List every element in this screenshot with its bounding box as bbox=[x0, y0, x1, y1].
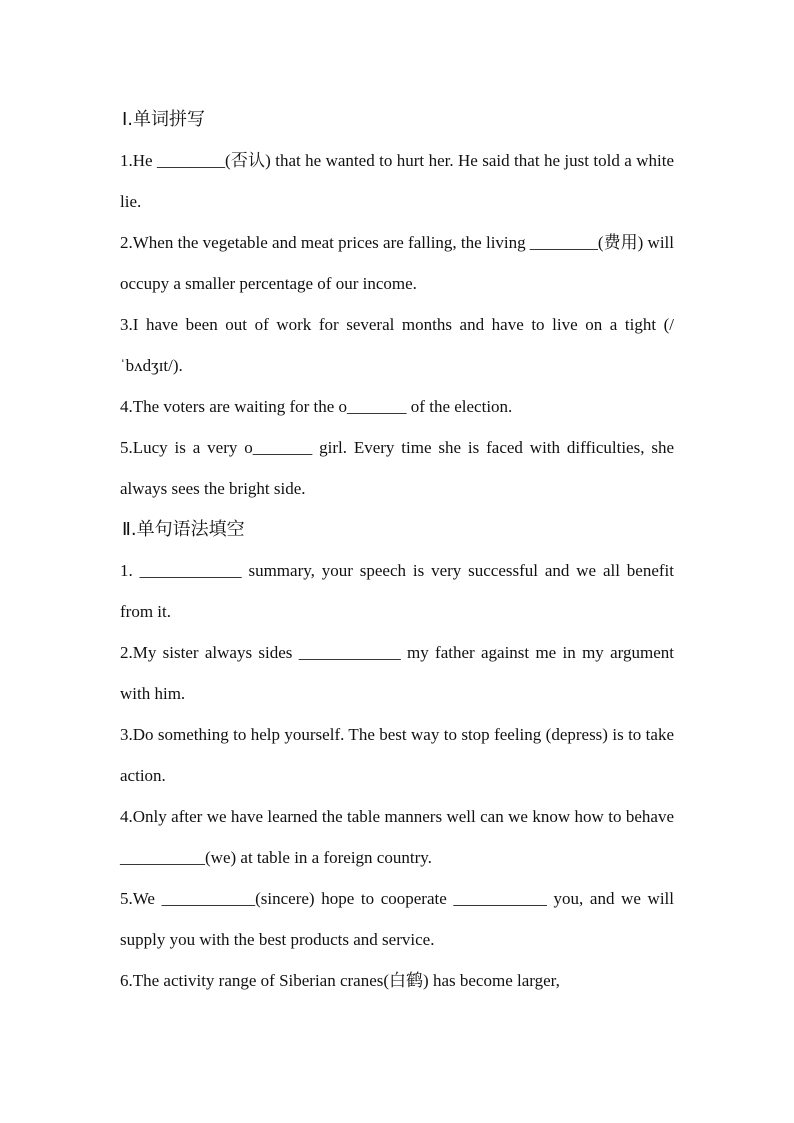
question-1-3: 3.I have been out of work for several months and have to live on a tight (/ˈbʌdʒɪt/). bbox=[120, 315, 674, 375]
section-heading-grammar: Ⅱ.单句语法填空 bbox=[122, 519, 245, 540]
question-2-3: 3.Do something to help yourself. The best way to stop feeling (depress) is to take action. bbox=[120, 725, 674, 785]
content-column bbox=[120, 99, 674, 1001]
question-2-4: 4.Only after we have learned the table manners well can we know how to behave __________(we) at table in a foreign country. bbox=[120, 807, 674, 867]
question-2-2: 2.My sister always sides ____________ my father against me in my argument with him. bbox=[120, 643, 674, 703]
question-2-5: 5.We ___________(sincere) hope to cooperate ___________ you, and we will supply you with the best products and service. bbox=[120, 889, 674, 949]
question-1-1: 1.He ________(否认) that he wanted to hurt her. He said that he just told a white lie. bbox=[120, 151, 674, 211]
section-heading-vocabulary: Ⅰ.单词拼写 bbox=[122, 109, 206, 130]
question-2-1: 1. ____________ summary, your speech is very successful and we all benefit from it. bbox=[120, 561, 674, 621]
question-1-4: 4.The voters are waiting for the o_______ of the election. bbox=[120, 397, 513, 416]
question-1-2: 2.When the vegetable and meat prices are falling, the living ________(费用) will occupy a smaller percentage of our income. bbox=[120, 233, 674, 293]
question-1-5: 5.Lucy is a very o_______ girl. Every time she is faced with difficulties, she always sees the bright side. bbox=[120, 438, 674, 498]
question-2-6: 6.The activity range of Siberian cranes(白鹤) has become larger, bbox=[120, 971, 560, 990]
